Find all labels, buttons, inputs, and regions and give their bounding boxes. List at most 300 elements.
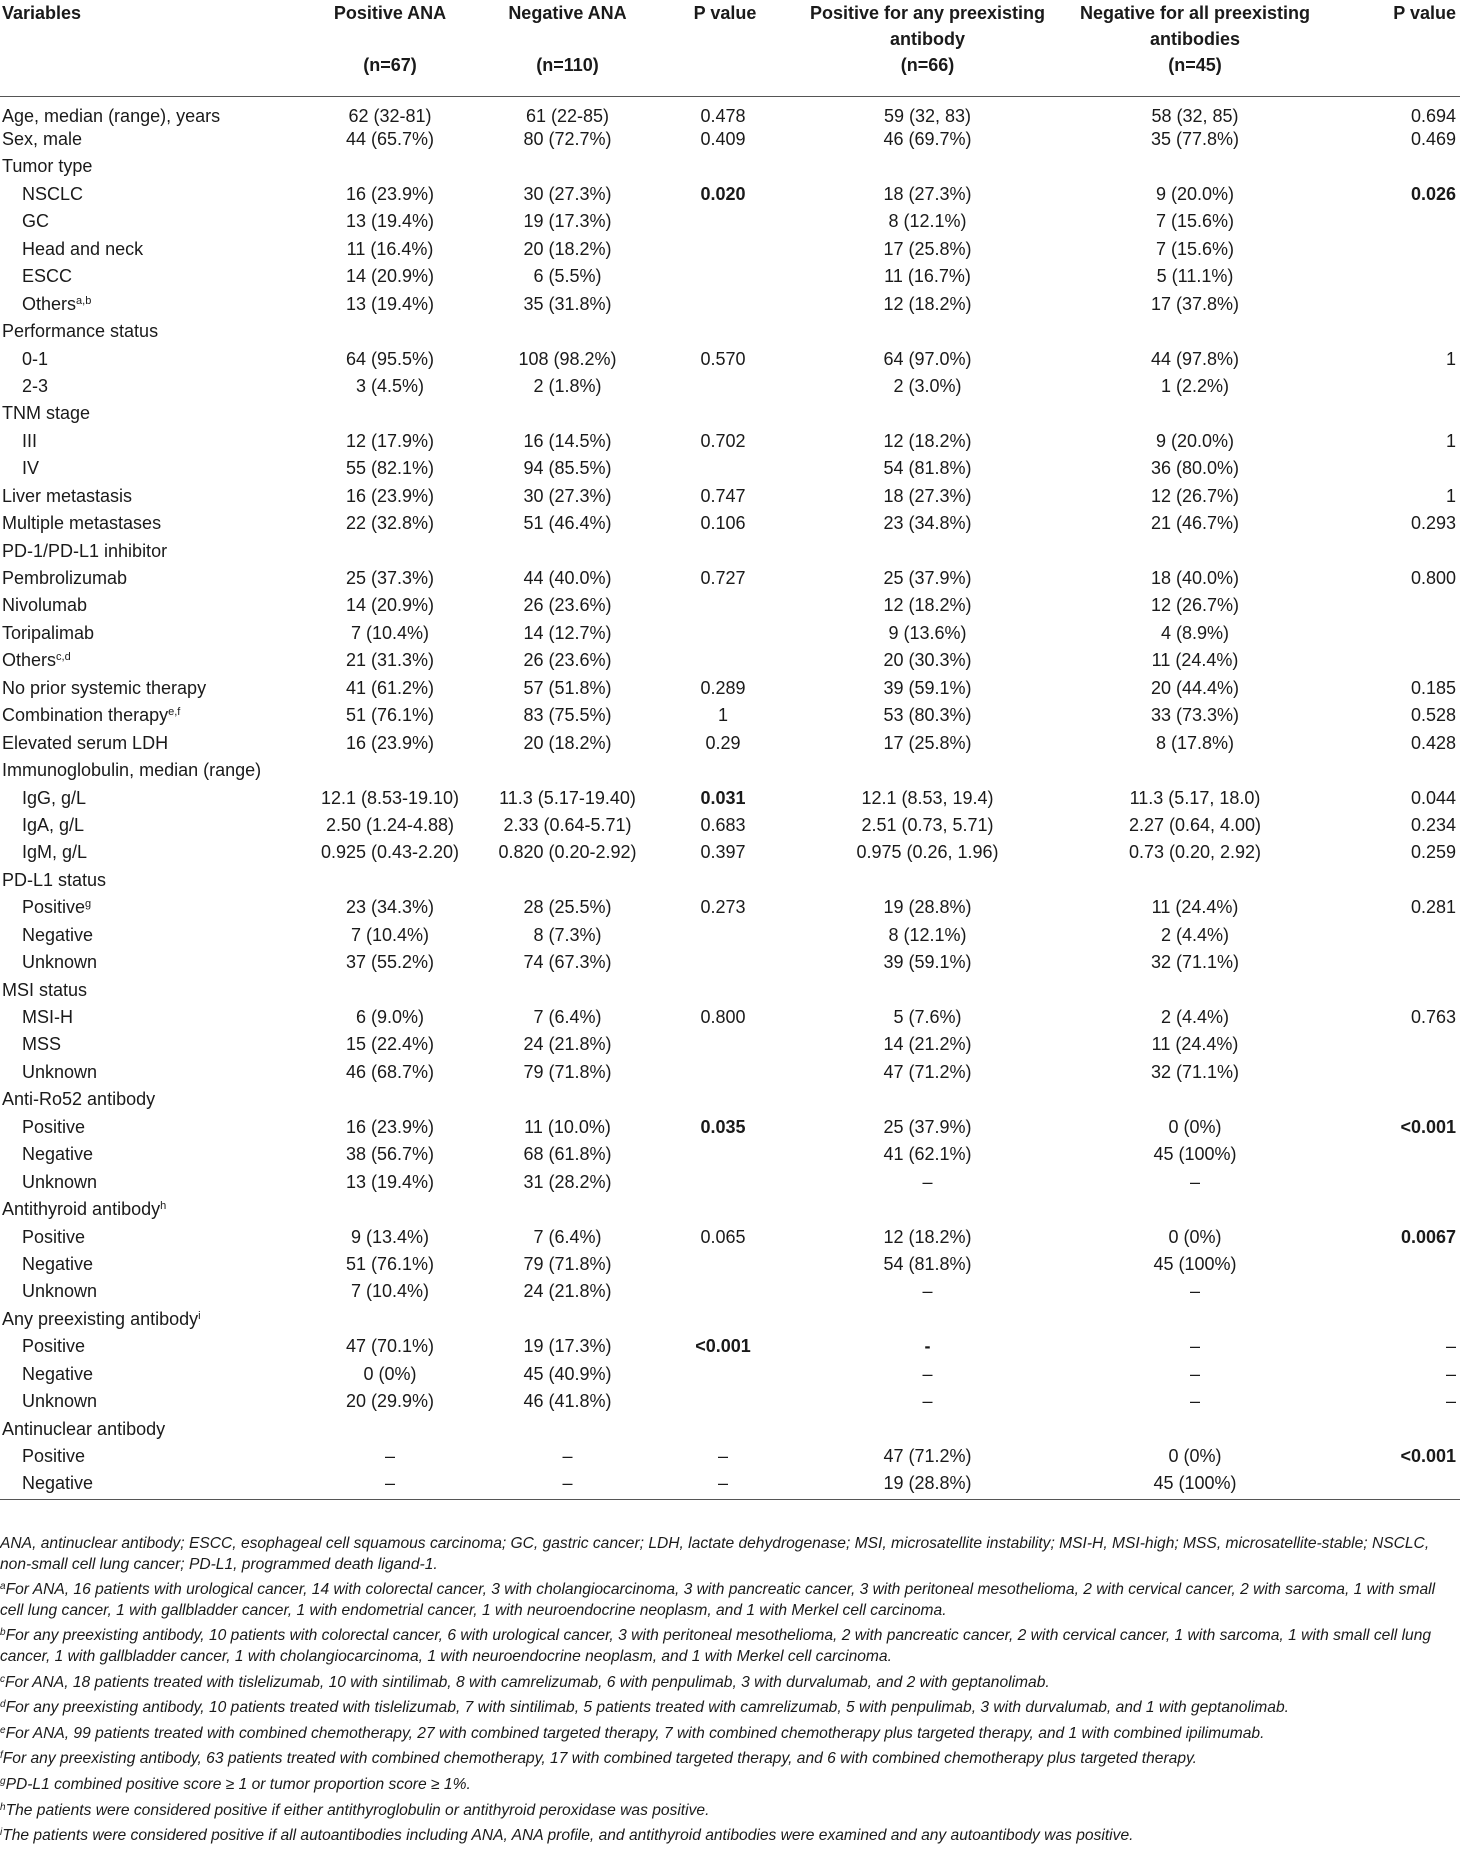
row-label bbox=[0, 1335, 300, 1362]
footnote bbox=[0, 1580, 1458, 1621]
cell-positive-any: 54 (81.8%) bbox=[883, 458, 972, 479]
row-label-text: Any preexisting antibody bbox=[2, 1308, 199, 1329]
cell-positive-any bbox=[795, 155, 1060, 182]
cell-positive-ana: 44 (65.7%) bbox=[345, 129, 435, 149]
cell-pvalue-1 bbox=[655, 1088, 795, 1115]
cell-positive-ana: 47 (70.1%) bbox=[345, 1336, 435, 1357]
cell-negative-all bbox=[1060, 155, 1330, 182]
table-row bbox=[0, 265, 1460, 292]
cell-positive-any: 19 (28.8%) bbox=[883, 897, 972, 918]
cell-positive-any: 8 (12.1%) bbox=[888, 924, 967, 945]
cell-pvalue-2: 1 bbox=[1445, 485, 1456, 506]
row-label-text: Antinuclear antibody bbox=[2, 1418, 166, 1439]
cell-positive-any: – bbox=[922, 1363, 933, 1384]
row-label-text: IgG, g/L bbox=[22, 787, 87, 808]
cell-negative-all: 17 (37.8%) bbox=[1150, 293, 1240, 314]
footnote-marker: i bbox=[198, 1309, 201, 1322]
cell-positive-any: – bbox=[922, 1171, 933, 1192]
table-row bbox=[0, 1033, 1460, 1060]
cell-pvalue-2 bbox=[1330, 210, 1460, 237]
row-label bbox=[0, 1253, 300, 1280]
footnote-marker: h bbox=[0, 1801, 6, 1813]
cell-pvalue-1: 0.478 bbox=[700, 106, 746, 126]
cell-positive-ana bbox=[300, 869, 480, 896]
cell-negative-ana: 79 (71.8%) bbox=[523, 1061, 612, 1082]
row-label bbox=[0, 1061, 300, 1088]
table-row bbox=[0, 485, 1460, 512]
cell-negative-all: 0.73 (0.20, 2.92) bbox=[1128, 842, 1262, 863]
cell-negative-all: 8 (17.8%) bbox=[1155, 732, 1235, 753]
row-label bbox=[0, 293, 300, 320]
row-label bbox=[0, 320, 300, 347]
row-label bbox=[0, 924, 300, 951]
cell-negative-all: 20 (44.4%) bbox=[1150, 677, 1240, 698]
cell-positive-ana: 0 (0%) bbox=[363, 1363, 417, 1384]
row-label-text: 2-3 bbox=[22, 375, 49, 396]
cell-positive-ana: 51 (76.1%) bbox=[345, 705, 435, 726]
header-positive-any-line1: Positive for any preexisting bbox=[809, 3, 1046, 23]
cell-pvalue-1 bbox=[655, 1198, 795, 1225]
row-label bbox=[0, 732, 300, 759]
footnote bbox=[0, 1698, 1458, 1719]
cell-pvalue-2 bbox=[1330, 375, 1460, 402]
cell-pvalue-2 bbox=[1330, 869, 1460, 896]
table-row bbox=[0, 1171, 1460, 1198]
cell-pvalue-1 bbox=[655, 155, 795, 182]
footnote bbox=[0, 1626, 1458, 1667]
cell-positive-ana: 64 (95.5%) bbox=[345, 348, 435, 369]
row-label bbox=[0, 896, 300, 923]
row-label bbox=[0, 155, 300, 182]
cell-pvalue-1: 0.289 bbox=[700, 677, 746, 698]
cell-positive-ana: 38 (56.7%) bbox=[345, 1144, 435, 1165]
row-label bbox=[0, 594, 300, 621]
table-row bbox=[0, 402, 1460, 429]
cell-pvalue-1 bbox=[655, 979, 795, 1006]
cell-positive-ana bbox=[300, 1088, 480, 1115]
table-row bbox=[0, 293, 1460, 320]
cell-pvalue-1 bbox=[655, 622, 795, 649]
cell-pvalue-2 bbox=[1330, 594, 1460, 621]
cell-pvalue-1 bbox=[655, 1143, 795, 1170]
cell-positive-ana: 20 (29.9%) bbox=[345, 1391, 435, 1412]
cell-positive-ana: 23 (34.3%) bbox=[345, 897, 435, 918]
footnote-marker: c bbox=[0, 1673, 5, 1685]
cell-positive-ana bbox=[300, 979, 480, 1006]
cell-pvalue-1 bbox=[655, 759, 795, 786]
cell-negative-all: – bbox=[1189, 1363, 1200, 1384]
cell-negative-all: 12 (26.7%) bbox=[1150, 485, 1240, 506]
cell-pvalue-2: 0.0067 bbox=[1400, 1226, 1456, 1247]
footnote-text: ANA, antinuclear antibody; ESCC, esophageal cell squamous carcinoma; GC, gastric cancer; LDH, lactate dehydrogenase; MSI, microsatellite instability; MSI-H, MSI-high; MSS, microsatellite-stable; NSCLC, non-small cell lung cancer; PD-L1, programmed death ligand-1. bbox=[0, 1535, 1430, 1573]
row-label bbox=[0, 375, 300, 402]
cell-positive-any: 47 (71.2%) bbox=[883, 1061, 972, 1082]
cell-pvalue-1: – bbox=[717, 1446, 728, 1466]
cell-negative-all: 35 (77.8%) bbox=[1150, 129, 1240, 149]
cell-positive-any: 2.51 (0.73, 5.71) bbox=[861, 814, 994, 835]
cell-negative-all bbox=[1060, 1198, 1330, 1225]
cell-positive-ana: 51 (76.1%) bbox=[345, 1253, 435, 1274]
row-label bbox=[0, 265, 300, 292]
table-row bbox=[0, 1472, 1460, 1500]
cell-pvalue-2: 0.763 bbox=[1410, 1007, 1456, 1027]
cell-pvalue-2 bbox=[1330, 402, 1460, 429]
table-row bbox=[0, 375, 1460, 402]
cell-pvalue-1: 0.397 bbox=[700, 842, 746, 863]
header-pvalue-2: P value bbox=[1330, 0, 1460, 97]
cell-negative-all: – bbox=[1189, 1391, 1200, 1412]
footnote-marker: c,d bbox=[56, 651, 71, 664]
row-label-text: Performance status bbox=[2, 321, 159, 342]
cell-negative-all bbox=[1060, 869, 1330, 896]
cell-negative-all: 9 (20.0%) bbox=[1155, 430, 1235, 451]
cell-pvalue-2 bbox=[1330, 951, 1460, 978]
cell-pvalue-2 bbox=[1330, 1088, 1460, 1115]
cell-positive-any: 12 (18.2%) bbox=[883, 595, 972, 616]
cell-positive-ana: 7 (10.4%) bbox=[350, 1281, 430, 1302]
cell-positive-any: 18 (27.3%) bbox=[883, 183, 972, 204]
cell-pvalue-2: <0.001 bbox=[1400, 1116, 1456, 1137]
cell-negative-ana: 26 (23.6%) bbox=[523, 650, 612, 671]
cell-positive-ana bbox=[300, 759, 480, 786]
cell-negative-ana: 11.3 (5.17-19.40) bbox=[499, 787, 636, 808]
cell-negative-ana: 26 (23.6%) bbox=[523, 595, 612, 616]
header-positive-any bbox=[795, 0, 1060, 97]
cell-negative-ana bbox=[480, 540, 655, 567]
cell-pvalue-1 bbox=[655, 402, 795, 429]
cell-pvalue-2 bbox=[1330, 759, 1460, 786]
row-label bbox=[0, 704, 300, 731]
row-label-text: TNM stage bbox=[2, 403, 91, 424]
cell-positive-any bbox=[795, 402, 1060, 429]
cell-pvalue-2: 0.800 bbox=[1410, 568, 1456, 588]
row-label-text: Head and neck bbox=[22, 238, 144, 259]
row-label bbox=[0, 1472, 300, 1500]
cell-negative-ana: – bbox=[562, 1446, 573, 1466]
cell-pvalue-2 bbox=[1330, 540, 1460, 567]
cell-positive-ana: 25 (37.3%) bbox=[345, 568, 435, 588]
row-label-text: Negative bbox=[22, 1144, 94, 1165]
cell-positive-ana: 55 (82.1%) bbox=[345, 458, 435, 479]
row-label-text: Unknown bbox=[22, 1281, 98, 1302]
row-label bbox=[0, 841, 300, 868]
cell-positive-any: – bbox=[922, 1281, 933, 1302]
cell-positive-any: 41 (62.1%) bbox=[883, 1144, 972, 1165]
row-label bbox=[0, 951, 300, 978]
cell-negative-ana: 108 (98.2%) bbox=[518, 348, 617, 369]
table-row bbox=[0, 97, 1460, 129]
row-label bbox=[0, 787, 300, 814]
table-row bbox=[0, 1088, 1460, 1115]
cell-positive-any: 23 (34.8%) bbox=[883, 513, 972, 534]
cell-pvalue-2: – bbox=[1445, 1391, 1456, 1412]
header-negative-all-line1: Negative for all preexisting bbox=[1079, 3, 1311, 23]
cell-pvalue-1 bbox=[655, 1308, 795, 1335]
cell-positive-any bbox=[795, 1308, 1060, 1335]
cell-pvalue-2 bbox=[1330, 1253, 1460, 1280]
cell-positive-ana: 62 (32-81) bbox=[348, 106, 432, 126]
cell-pvalue-1: 0.683 bbox=[700, 814, 746, 835]
cell-positive-any: 8 (12.1%) bbox=[888, 211, 967, 232]
cell-positive-ana: 14 (20.9%) bbox=[345, 266, 435, 287]
cell-negative-all: 45 (100%) bbox=[1153, 1144, 1237, 1165]
cell-negative-all: 58 (32, 85) bbox=[1151, 106, 1239, 126]
row-label bbox=[0, 457, 300, 484]
row-label-text: Age, median (range), years bbox=[2, 106, 221, 126]
cell-pvalue-1: 0.031 bbox=[700, 787, 746, 808]
cell-pvalue-2: 0.026 bbox=[1410, 183, 1456, 204]
cell-pvalue-2: 0.469 bbox=[1410, 129, 1456, 149]
cell-negative-ana: 20 (18.2%) bbox=[523, 238, 612, 259]
row-label-text: Toripalimab bbox=[2, 622, 95, 643]
cell-pvalue-1 bbox=[655, 1253, 795, 1280]
cell-negative-all: 32 (71.1%) bbox=[1150, 952, 1240, 973]
cell-negative-all: 2.27 (0.64, 4.00) bbox=[1128, 814, 1262, 835]
table-footnotes bbox=[0, 1534, 1458, 1852]
row-label bbox=[0, 238, 300, 265]
cell-positive-any: 17 (25.8%) bbox=[883, 238, 972, 259]
cell-pvalue-1 bbox=[655, 1390, 795, 1417]
cell-positive-any: 64 (97.0%) bbox=[883, 348, 972, 369]
table-header bbox=[0, 0, 1460, 97]
cell-negative-ana: 30 (27.3%) bbox=[523, 183, 612, 204]
footnote-text: For ANA, 99 patients treated with combined chemotherapy, 27 with combined targeted therapy, 7 with combined chemotherapy plus targeted therapy, and 1 with combined ipilimumab. bbox=[5, 1724, 1265, 1742]
footnote-text: The patients were considered positive if all autoantibodies including ANA, ANA profile, and antithyroid antibodies were examined and any autoantibody was positive. bbox=[2, 1827, 1134, 1845]
cell-negative-all bbox=[1060, 1308, 1330, 1335]
cell-pvalue-2: – bbox=[1445, 1363, 1456, 1384]
cell-negative-ana bbox=[480, 155, 655, 182]
cell-pvalue-2: 0.044 bbox=[1410, 787, 1456, 808]
header-positive-ana-label: Positive ANA bbox=[333, 3, 447, 23]
cell-negative-all: 5 (11.1%) bbox=[1156, 266, 1234, 287]
cell-positive-ana: 15 (22.4%) bbox=[345, 1034, 435, 1055]
table-row bbox=[0, 348, 1460, 375]
table-row bbox=[0, 622, 1460, 649]
row-label-text: Negative bbox=[22, 1363, 94, 1384]
cell-negative-all bbox=[1060, 759, 1330, 786]
cell-positive-ana: 22 (32.8%) bbox=[345, 513, 435, 534]
cell-negative-ana: 20 (18.2%) bbox=[523, 732, 612, 753]
cell-positive-any: 39 (59.1%) bbox=[883, 677, 972, 698]
cell-positive-any: - bbox=[924, 1336, 931, 1357]
table-row bbox=[0, 1445, 1460, 1472]
cell-positive-ana: 16 (23.9%) bbox=[345, 1116, 435, 1137]
row-label bbox=[0, 1116, 300, 1143]
cell-negative-all: 18 (40.0%) bbox=[1150, 568, 1240, 588]
row-label-text: Combination therapy bbox=[2, 705, 169, 726]
cell-pvalue-1 bbox=[655, 951, 795, 978]
row-label bbox=[0, 1088, 300, 1115]
cell-negative-all: 32 (71.1%) bbox=[1150, 1061, 1240, 1082]
row-label-text: Sex, male bbox=[2, 129, 83, 149]
cell-positive-ana: – bbox=[384, 1446, 395, 1466]
row-label-text: Pembrolizumab bbox=[2, 568, 128, 588]
table-row bbox=[0, 1308, 1460, 1335]
cell-negative-ana: 79 (71.8%) bbox=[523, 1253, 612, 1274]
cell-negative-ana: 8 (7.3%) bbox=[533, 924, 602, 945]
cell-negative-ana: 11 (10.0%) bbox=[524, 1116, 611, 1137]
row-label bbox=[0, 1143, 300, 1170]
cell-negative-ana: 94 (85.5%) bbox=[523, 458, 612, 479]
row-label bbox=[0, 814, 300, 841]
cell-positive-any: 14 (21.2%) bbox=[883, 1034, 972, 1055]
cell-pvalue-1 bbox=[655, 238, 795, 265]
cell-negative-all: 11 (24.4%) bbox=[1151, 1034, 1239, 1055]
cell-negative-all: 1 (2.2%) bbox=[1160, 375, 1230, 396]
cell-positive-any: – bbox=[922, 1391, 933, 1412]
cell-positive-ana: 37 (55.2%) bbox=[345, 952, 435, 973]
table-row bbox=[0, 677, 1460, 704]
cell-pvalue-2: 0.293 bbox=[1410, 513, 1456, 534]
cell-pvalue-2: 0.694 bbox=[1410, 106, 1456, 126]
cell-pvalue-1 bbox=[655, 924, 795, 951]
cell-positive-ana bbox=[300, 1198, 480, 1225]
cell-positive-any bbox=[795, 540, 1060, 567]
cell-pvalue-1 bbox=[655, 375, 795, 402]
footnote-marker: a,b bbox=[76, 294, 92, 307]
cell-positive-any: 54 (81.8%) bbox=[883, 1253, 972, 1274]
cell-positive-ana: 7 (10.4%) bbox=[350, 924, 430, 945]
row-label-text: Positive bbox=[22, 897, 86, 918]
cell-negative-all: 12 (26.7%) bbox=[1150, 595, 1240, 616]
cell-pvalue-1 bbox=[655, 1061, 795, 1088]
row-label-text: III bbox=[22, 430, 38, 451]
cell-pvalue-2 bbox=[1330, 924, 1460, 951]
row-label-text: Negative bbox=[22, 1473, 94, 1494]
header-variables: Variables bbox=[0, 0, 300, 97]
cell-negative-all: 36 (80.0%) bbox=[1150, 458, 1240, 479]
row-label bbox=[0, 1226, 300, 1253]
cell-positive-ana bbox=[300, 402, 480, 429]
cell-pvalue-1 bbox=[655, 1363, 795, 1390]
header-pvalue-1: P value bbox=[655, 0, 795, 97]
row-label bbox=[0, 1418, 300, 1445]
footnote bbox=[0, 1826, 1458, 1847]
cell-negative-all: 11 (24.4%) bbox=[1151, 897, 1239, 918]
row-label bbox=[0, 649, 300, 676]
cell-pvalue-1 bbox=[655, 293, 795, 320]
row-label bbox=[0, 1006, 300, 1033]
row-label-text: Tumor type bbox=[2, 156, 93, 177]
cell-positive-any: 18 (27.3%) bbox=[883, 485, 972, 506]
table-row bbox=[0, 1116, 1460, 1143]
row-label-text: Positive bbox=[22, 1226, 86, 1247]
cell-positive-any: 25 (37.9%) bbox=[883, 1116, 972, 1137]
table-row bbox=[0, 512, 1460, 539]
cell-pvalue-1: 0.020 bbox=[700, 183, 746, 204]
cell-positive-ana: 13 (19.4%) bbox=[345, 211, 435, 232]
table-row bbox=[0, 1253, 1460, 1280]
cell-negative-ana: 16 (14.5%) bbox=[523, 430, 612, 451]
table-row bbox=[0, 869, 1460, 896]
cell-pvalue-2 bbox=[1330, 238, 1460, 265]
cell-positive-ana: 16 (23.9%) bbox=[345, 183, 435, 204]
footnote-marker: b bbox=[0, 1627, 6, 1639]
cell-negative-ana: 31 (28.2%) bbox=[523, 1171, 612, 1192]
footnote-text: For any preexisting antibody, 10 patients treated with tislelizumab, 7 with sintilimab, 5 patients treated with camrelizumab, 5 with penpulimab, 3 with durvalumab, and 1 with geptanolimab. bbox=[5, 1699, 1289, 1717]
cell-negative-ana: 28 (25.5%) bbox=[523, 897, 612, 918]
cell-pvalue-2: 0.281 bbox=[1410, 897, 1456, 918]
cell-pvalue-2: 0.528 bbox=[1410, 705, 1456, 726]
cell-negative-ana: 6 (5.5%) bbox=[533, 266, 602, 287]
cell-pvalue-1 bbox=[655, 320, 795, 347]
cell-positive-ana bbox=[300, 320, 480, 347]
footnote-marker: e,f bbox=[168, 706, 181, 719]
header-negative-ana-n: (n=110) bbox=[536, 55, 599, 75]
cell-negative-ana: 44 (40.0%) bbox=[523, 568, 612, 588]
cell-pvalue-1: 0.570 bbox=[700, 348, 746, 369]
cell-positive-ana: 0.925 (0.43-2.20) bbox=[320, 842, 460, 863]
cell-positive-any bbox=[795, 1198, 1060, 1225]
cell-pvalue-1 bbox=[655, 265, 795, 292]
cell-pvalue-1: 0.702 bbox=[700, 430, 746, 451]
cell-negative-all bbox=[1060, 1418, 1330, 1445]
cell-pvalue-1 bbox=[655, 649, 795, 676]
table-row bbox=[0, 787, 1460, 814]
cell-negative-all: 4 (8.9%) bbox=[1160, 622, 1230, 643]
row-label bbox=[0, 979, 300, 1006]
row-label-text: Unknown bbox=[22, 1391, 98, 1412]
cell-pvalue-2: 0.234 bbox=[1410, 814, 1456, 835]
table-row bbox=[0, 841, 1460, 868]
cell-negative-all: 45 (100%) bbox=[1060, 1472, 1330, 1500]
row-label-text: ESCC bbox=[22, 266, 73, 287]
footnote-text: For any preexisting antibody, 10 patients with colorectal cancer, 6 with urological cancer, 3 with peritoneal mesothelioma, 2 with pancreatic cancer, 2 with cervical cancer, 1 with sarcoma, 1 with small cell lung cancer, 1 with gallbladder cancer, 1 with cholangiocarcinoma, 1 with neuroendocrine neoplasm, and 1 with Merkel cell carcinoma. bbox=[0, 1627, 1432, 1665]
cell-negative-ana bbox=[480, 1308, 655, 1335]
row-label bbox=[0, 622, 300, 649]
table-row bbox=[0, 238, 1460, 265]
footnote-text: For ANA, 16 patients with urological cancer, 14 with colorectal cancer, 3 with cholangiocarcinoma, 3 with pancreatic cancer, 3 with peritoneal mesothelioma, 2 with cervical cancer, 2 with sarcoma, 1 with small cell lung cancer, 1 with gallbladder cancer, 1 with endometrial cancer, 1 with neuroendocrine neoplasm, and 1 with Merkel cell carcinoma. bbox=[0, 1581, 1436, 1619]
cell-negative-all: 7 (15.6%) bbox=[1155, 238, 1235, 259]
row-label-text: No prior systemic therapy bbox=[2, 677, 207, 698]
table-row bbox=[0, 430, 1460, 457]
cell-negative-all: 11.3 (5.17, 18.0) bbox=[1129, 787, 1261, 808]
header-negative-all bbox=[1060, 0, 1330, 97]
footnote-marker: g bbox=[0, 1775, 6, 1787]
cell-positive-any bbox=[795, 320, 1060, 347]
cell-pvalue-1: 0.106 bbox=[700, 513, 746, 534]
row-label-text: Anti-Ro52 antibody bbox=[2, 1089, 156, 1110]
cell-positive-ana: 41 (61.2%) bbox=[345, 677, 435, 698]
cell-positive-ana: – bbox=[300, 1472, 480, 1500]
header-positive-ana-n: (n=67) bbox=[363, 55, 417, 75]
cell-pvalue-2 bbox=[1330, 1061, 1460, 1088]
row-label-text: Unknown bbox=[22, 952, 98, 973]
cell-negative-all: 7 (15.6%) bbox=[1155, 211, 1235, 232]
cell-positive-any: 39 (59.1%) bbox=[883, 952, 972, 973]
table-row bbox=[0, 1390, 1460, 1417]
cell-negative-all bbox=[1060, 979, 1330, 1006]
footnote-text: For any preexisting antibody, 63 patients treated with combined chemotherapy, 17 with combined targeted therapy, and 6 with combined chemotherapy plus targeted therapy. bbox=[2, 1750, 1197, 1768]
cell-negative-ana: – bbox=[480, 1472, 655, 1500]
row-label-text: Nivolumab bbox=[2, 595, 88, 616]
cell-positive-ana: 21 (31.3%) bbox=[345, 650, 435, 671]
cell-pvalue-2: 0.259 bbox=[1410, 842, 1456, 863]
row-label-text: PD-1/PD-L1 inhibitor bbox=[2, 540, 168, 561]
table-row bbox=[0, 1280, 1460, 1307]
footnote bbox=[0, 1673, 1458, 1694]
row-label-text: IgM, g/L bbox=[22, 842, 88, 863]
cell-negative-ana: 51 (46.4%) bbox=[523, 513, 612, 534]
cell-positive-ana: 9 (13.4%) bbox=[350, 1226, 430, 1247]
cell-negative-ana: 46 (41.8%) bbox=[523, 1391, 612, 1412]
footnote bbox=[0, 1801, 1458, 1822]
cell-positive-any bbox=[795, 759, 1060, 786]
cell-positive-any: 12 (18.2%) bbox=[883, 1226, 972, 1247]
header-negative-all-n: (n=45) bbox=[1168, 55, 1222, 75]
cell-positive-any: 25 (37.9%) bbox=[883, 568, 972, 588]
cell-positive-any: 19 (28.8%) bbox=[795, 1472, 1060, 1500]
